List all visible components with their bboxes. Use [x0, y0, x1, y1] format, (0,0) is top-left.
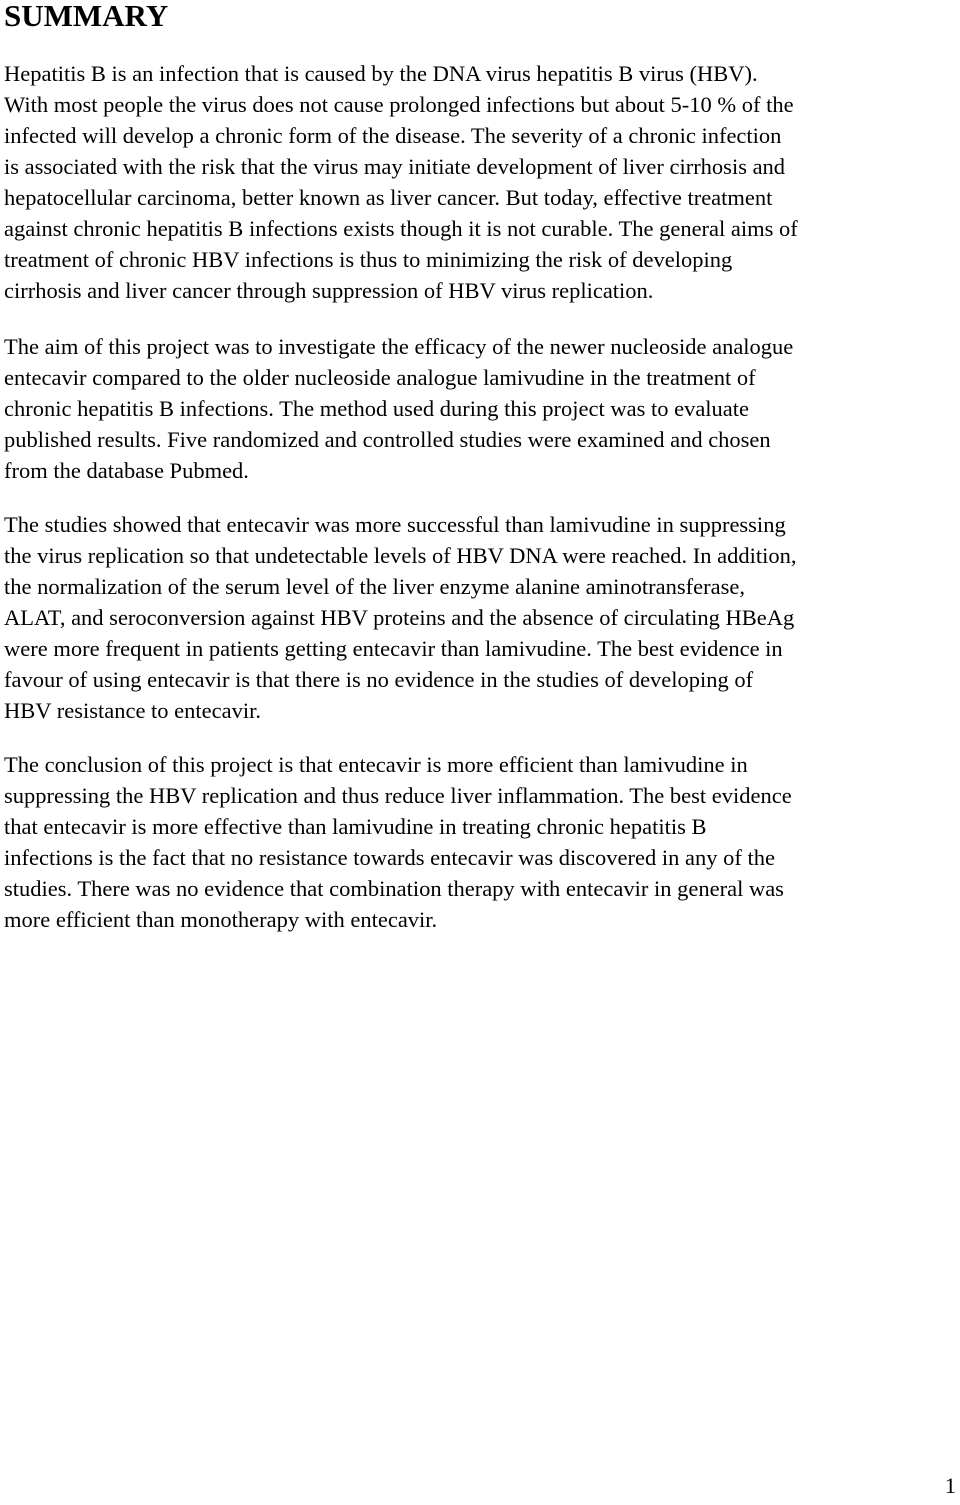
summary-heading: SUMMARY	[4, 0, 169, 33]
page-number: 1	[944, 1473, 956, 1498]
paragraph-study-results: The studies showed that entecavir was more successful than lamivudine in suppressing the virus replication so that undetectable levels of HBV DNA were reached. In addition, the normalization of the serum level of the liver enzyme alanine aminotransferase, ALAT, and seroconversion against HBV proteins and the absence of circulating HBeAg were more frequent in patients getting entecavir than lamivudine. The best evidence in favour of using entecavir is that there is no evidence in the studies of developing of HBV resistance to entecavir.	[4, 512, 797, 723]
paragraph-project-aim: The aim of this project was to investigate the efficacy of the newer nucleoside analogue entecavir compared to the older nucleoside analogue lamivudine in the treatment of chronic hepatitis B infections. The method used during this project was to evaluate published results. Five randomized and controlled studies were examined and chosen from the database Pubmed.	[4, 334, 794, 483]
paragraph-hepatitis-intro: Hepatitis B is an infection that is caused by the DNA virus hepatitis B virus (HBV). With most people the virus does not cause prolonged infections but about 5-10 % of the infected will develop a chronic form of the disease. The severity of a chronic infection is associated with the risk that the virus may initiate development of liver cirrhosis and hepatocellular carcinoma, better known as liver cancer. But today, effective treatment against chronic hepatitis B infections exists though it is not curable. The general aims of treatment of chronic HBV infections is thus to minimizing the risk of developing cirrhosis and liver cancer through suppression of HBV virus replication.	[4, 61, 798, 303]
paragraph-conclusion: The conclusion of this project is that entecavir is more efficient than lamivudine in suppressing the HBV replication and thus reduce liver inflammation. The best evidence that entecavir is more effective than lamivudine in treating chronic hepatitis B infections is the fact that no resistance towards entecavir was discovered in any of the studies. There was no evidence that combination therapy with entecavir in general was more efficient than monotherapy with entecavir.	[4, 752, 792, 932]
